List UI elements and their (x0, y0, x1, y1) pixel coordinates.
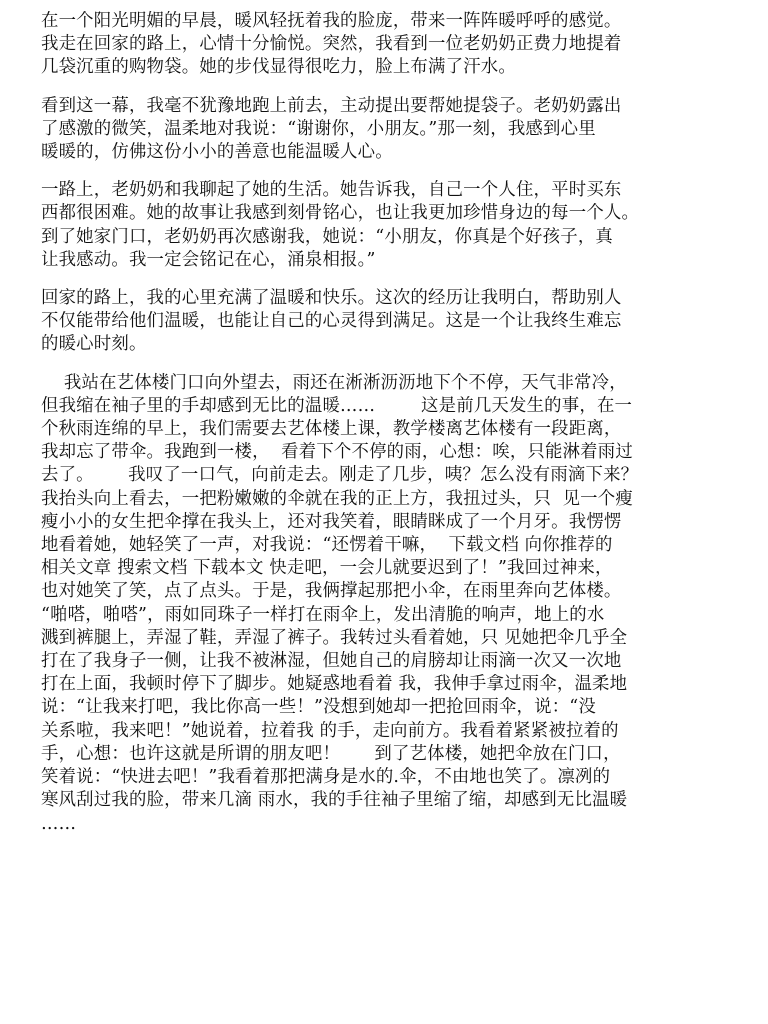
text-line: 寒风刮过我的脸，带来几滴 雨水，我的手往袖子里缩了缩，却感到无比温暖 (41, 790, 628, 811)
text-line: 相关文章 搜索文档 下载本文 快走吧，一会儿就要迟到了！”我回过神来， (41, 558, 613, 579)
document-page (41, 10, 753, 851)
text-line: 但我缩在袖子里的手却感到无比的温暖…… 这是前几天发生的事，在一 (41, 395, 633, 416)
paragraph-3 (41, 179, 753, 272)
text-line: 关系啦，我来吧！”她说着，拉着我 的手，走向前方。我看着紧紧被拉着的 (41, 720, 619, 741)
text-line: 一路上，老奶奶和我聊起了她的生活。她告诉我，自己一个人住，平时买东 (41, 180, 622, 201)
text-line: 了感激的微笑，温柔地对我说：“谢谢你，小朋友。”那一刻，我感到心里 (41, 118, 596, 139)
text-line: “啪嗒，啪嗒”，雨如同珠子一样打在雨伞上，发出清脆的响声，地上的水 (41, 604, 605, 625)
text-line: 瘦小小的女生把伞撑在我头上，还对我笑着，眼睛眯成了一个月牙。我愣愣 (41, 511, 622, 532)
text-line: 的暖心时刻。 (41, 334, 147, 355)
text-line: 回家的路上，我的心里充满了温暖和快乐。这次的经历让我明白，帮助别人 (41, 288, 622, 309)
text-line: 几袋沉重的购物袋。她的步伐显得很吃力，脸上布满了汗水。 (41, 57, 516, 78)
paragraph-2 (41, 95, 753, 165)
text-line: 打在上面，我顿时停下了脚步。她疑惑地看着 我，我伸手拿过雨伞，温柔地 (41, 674, 628, 695)
text-line: …… (41, 813, 77, 834)
paragraph-4 (41, 287, 753, 357)
text-line: 我抬头向上看去，一把粉嫩嫩的伞就在我的正上方，我扭过头，只 见一个瘦 (41, 488, 633, 509)
paragraph-1 (41, 10, 753, 80)
text-line: 笑着说：“快进去吧！”我看着那把满身是水的.伞，不由地也笑了。凛冽的 (41, 767, 611, 788)
text-line: 到了她家门口，老奶奶再次感谢我，她说：“小朋友，你真是个好孩子，真 (41, 226, 613, 247)
paragraph-5 (41, 372, 753, 836)
text-line: 暖暖的，仿佛这份小小的善意也能温暖人心。 (41, 142, 393, 163)
text-line: 手，心想：也许这就是所谓的朋友吧！ 到了艺体楼，她把伞放在门口， (41, 743, 621, 764)
text-line: 西都很困难。她的故事让我感到刻骨铭心，也让我更加珍惜身边的每一个人。 (41, 203, 640, 224)
text-line: 看到这一幕，我毫不犹豫地跑上前去，主动提出要帮她提袋子。老奶奶露出 (41, 95, 622, 116)
text-line: 说：“让我来打吧，我比你高一些！”没想到她却一把抢回雨伞，说：“没 (41, 697, 596, 718)
text-line: 不仅能带给他们温暖，也能让自己的心灵得到满足。这是一个让我终生难忘 (41, 311, 622, 332)
text-line: 我走在回家的路上，心情十分愉悦。突然，我看到一位老奶奶正费力地提着 (41, 34, 622, 55)
text-line: 去了。 我叹了一口气，向前走去。刚走了几步，咦？怎么没有雨滴下来？ (41, 465, 639, 486)
text-line: 让我感动。我一定会铭记在心，涌泉相报。” (41, 249, 376, 270)
text-line: 地看着她，她轻笑了一声，对我说：“还愣着干嘛， 下载文档 向你推荐的 (41, 535, 613, 556)
text-line: 也对她笑了笑，点了点头。于是，我俩撑起那把小伞，在雨里奔向艺体楼。 (41, 581, 622, 602)
text-line: 我却忘了带伞。我跑到一楼， 看着下个不停的雨，心想：唉，只能淋着雨过 (41, 442, 633, 463)
text-line: 在一个阳光明媚的早晨，暖风轻抚着我的脸庞，带来一阵阵暖呼呼的感觉。 (41, 11, 622, 31)
text-line: 我站在艺体楼门口向外望去，雨还在淅淅沥沥地下个不停，天气非常冷， (41, 372, 627, 393)
text-line: 个秋雨连绵的早上，我们需要去艺体楼上课，教学楼离艺体楼有一段距离， (41, 419, 622, 440)
text-line: 溅到裤腿上，弄湿了鞋，弄湿了裤子。我转过头看着她，只 见她把伞几乎全 (41, 627, 628, 648)
text-line: 打在了我身子一侧，让我不被淋湿，但她自己的肩膀却让雨滴一次又一次地 (41, 651, 622, 672)
